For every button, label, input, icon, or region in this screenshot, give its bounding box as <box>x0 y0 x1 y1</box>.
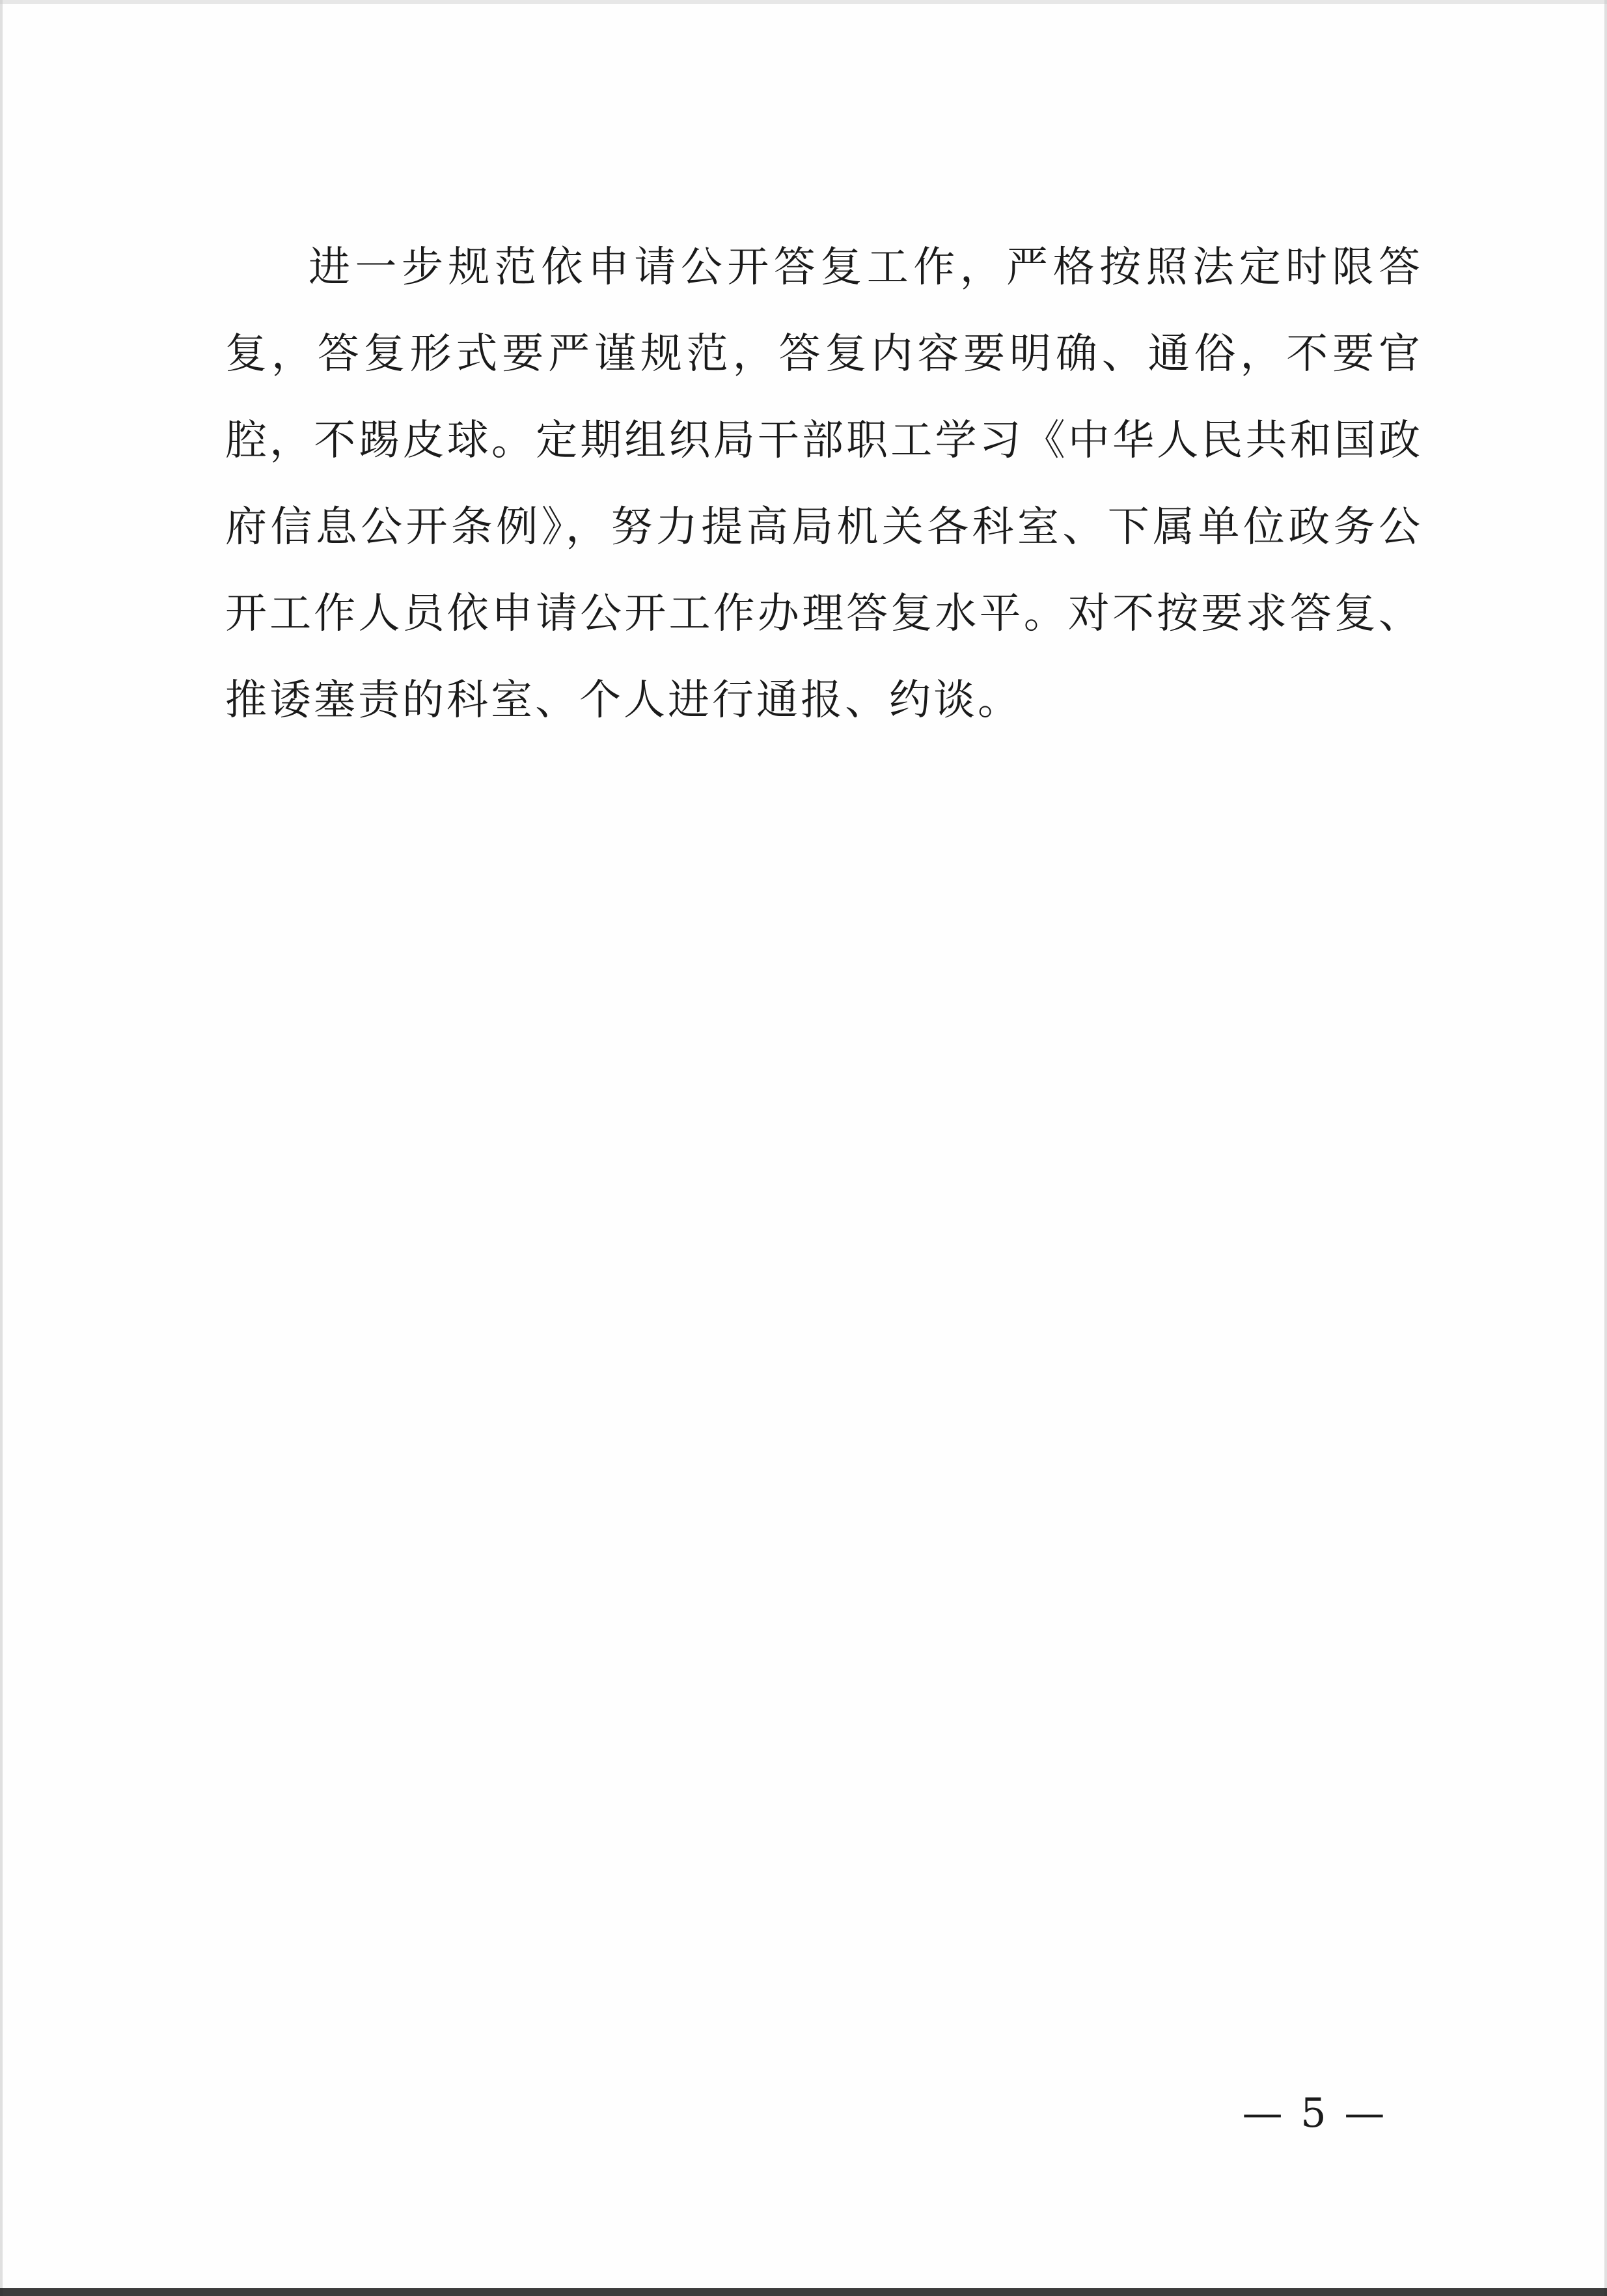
scan-edge-top <box>0 0 1607 4</box>
scan-edge-left <box>0 0 3 2296</box>
body-paragraph: 进一步规范依申请公开答复工作，严格按照法定时限答复，答复形式要严谨规范，答复内容要明确、通俗，不要官腔，不踢皮球。定期组织局干部职工学习《中华人民共和国政府信息公开条例》，努力提高局机关各科室、下属单位政务公开工作人员依申请公开工作办理答复水平。对不按要求答复、推诿塞责的科室、个人进行通报、约谈。 <box>225 243 1423 725</box>
page-number: — 5 — <box>1242 2088 1388 2137</box>
scan-edge-bottom <box>0 2288 1607 2296</box>
scan-edge-right <box>1604 0 1607 2296</box>
